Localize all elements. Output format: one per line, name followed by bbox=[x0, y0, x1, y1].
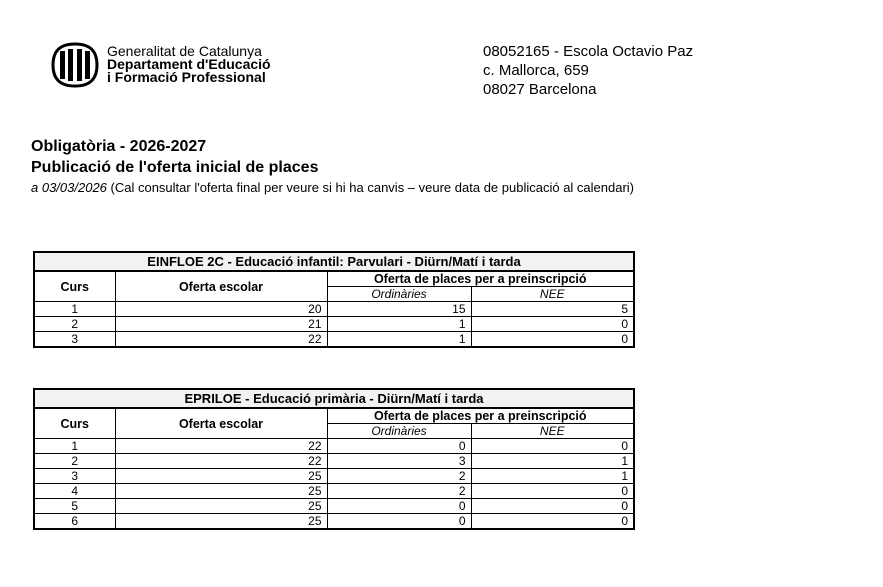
cell-oferta: 22 bbox=[115, 454, 327, 469]
table-row bbox=[34, 454, 634, 469]
document-title: Obligatòria - 2026-2027 bbox=[31, 138, 207, 155]
table-row bbox=[34, 332, 634, 348]
table-row bbox=[34, 469, 634, 484]
cell-oferta: 25 bbox=[115, 484, 327, 499]
generalitat-logo bbox=[50, 42, 271, 88]
col-nee-header: NEE bbox=[471, 287, 634, 302]
table-title: EINFLOE 2C - Educació infantil: Parvulari - Diürn/Matí i tarda bbox=[34, 252, 634, 271]
cell-curs: 4 bbox=[34, 484, 115, 499]
cell-oferta: 22 bbox=[115, 332, 327, 348]
col-preinscripcio-header: Oferta de places per a preinscripció bbox=[327, 271, 634, 287]
school-name: 08052165 - Escola Octavio Paz bbox=[483, 43, 694, 60]
table-row bbox=[34, 317, 634, 332]
cell-curs: 6 bbox=[34, 514, 115, 530]
note-date: a 03/03/2026 bbox=[31, 180, 107, 195]
cell-curs: 3 bbox=[34, 469, 115, 484]
document-subtitle: Publicació de l'oferta inicial de places bbox=[31, 159, 319, 176]
col-ordinaries-header: Ordinàries bbox=[327, 287, 471, 302]
col-preinscripcio-header: Oferta de places per a preinscripció bbox=[327, 408, 634, 424]
logo-line-1: Generalitat de Catalunya bbox=[107, 43, 262, 59]
logo-line-2: Departament d'Educació bbox=[107, 56, 271, 72]
table-title: EPRILOE - Educació primària - Diürn/Matí i tarda bbox=[34, 389, 634, 408]
cell-nee: 1 bbox=[471, 469, 634, 484]
cell-nee: 5 bbox=[471, 302, 634, 317]
cell-ordinaries: 0 bbox=[327, 499, 471, 514]
col-nee-header: NEE bbox=[471, 424, 634, 439]
cell-curs: 3 bbox=[34, 332, 115, 348]
cell-curs: 2 bbox=[34, 317, 115, 332]
note-text: (Cal consultar l'oferta final per veure si hi ha canvis – veure data de publicació al calendari) bbox=[106, 180, 635, 195]
generalitat-emblem-icon bbox=[50, 42, 100, 88]
table-row bbox=[34, 484, 634, 499]
cell-oferta: 21 bbox=[115, 317, 327, 332]
cell-curs: 1 bbox=[34, 302, 115, 317]
cell-ordinaries: 3 bbox=[327, 454, 471, 469]
table-row bbox=[34, 514, 634, 530]
cell-curs: 5 bbox=[34, 499, 115, 514]
cell-nee: 1 bbox=[471, 454, 634, 469]
cell-curs: 2 bbox=[34, 454, 115, 469]
table-row bbox=[34, 302, 634, 317]
cell-curs: 1 bbox=[34, 439, 115, 454]
col-curs-header: Curs bbox=[34, 408, 115, 439]
logo-line-3: i Formació Professional bbox=[107, 69, 266, 85]
cell-oferta: 20 bbox=[115, 302, 327, 317]
cell-oferta: 25 bbox=[115, 499, 327, 514]
table-row bbox=[34, 499, 634, 514]
cell-nee: 0 bbox=[471, 484, 634, 499]
cell-ordinaries: 2 bbox=[327, 469, 471, 484]
cell-oferta: 25 bbox=[115, 469, 327, 484]
cell-nee: 0 bbox=[471, 439, 634, 454]
offer-table-infantil bbox=[33, 251, 635, 348]
cell-nee: 0 bbox=[471, 514, 634, 530]
cell-nee: 0 bbox=[471, 499, 634, 514]
document-note bbox=[31, 178, 634, 197]
document-heading bbox=[31, 136, 634, 197]
school-street: c. Mallorca, 659 bbox=[483, 62, 589, 79]
cell-ordinaries: 1 bbox=[327, 332, 471, 348]
col-oferta-header: Oferta escolar bbox=[115, 408, 327, 439]
col-curs-header: Curs bbox=[34, 271, 115, 302]
offer-table-primaria bbox=[33, 388, 635, 530]
logo-text bbox=[107, 45, 271, 84]
cell-nee: 0 bbox=[471, 317, 634, 332]
cell-ordinaries: 0 bbox=[327, 439, 471, 454]
school-address bbox=[483, 42, 693, 99]
cell-ordinaries: 2 bbox=[327, 484, 471, 499]
cell-ordinaries: 15 bbox=[327, 302, 471, 317]
cell-ordinaries: 1 bbox=[327, 317, 471, 332]
col-ordinaries-header: Ordinàries bbox=[327, 424, 471, 439]
table-row bbox=[34, 439, 634, 454]
cell-nee: 0 bbox=[471, 332, 634, 348]
cell-ordinaries: 0 bbox=[327, 514, 471, 530]
school-city: 08027 Barcelona bbox=[483, 81, 597, 98]
cell-oferta: 22 bbox=[115, 439, 327, 454]
cell-oferta: 25 bbox=[115, 514, 327, 530]
col-oferta-header: Oferta escolar bbox=[115, 271, 327, 302]
